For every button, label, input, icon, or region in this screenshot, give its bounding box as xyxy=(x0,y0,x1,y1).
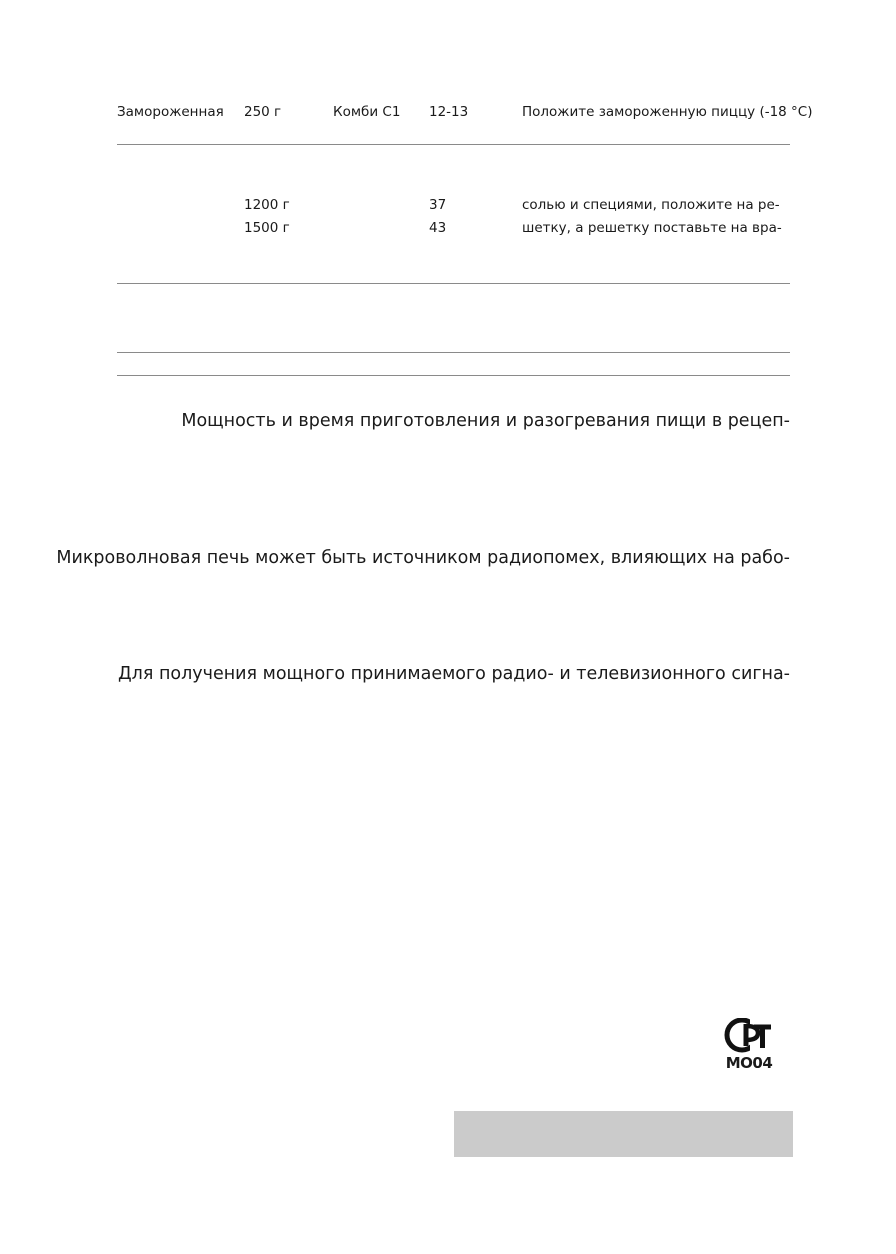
table-cell-time-b: 43 xyxy=(429,220,447,236)
table-cell-weight: 250 г xyxy=(244,104,282,120)
table-divider xyxy=(117,283,790,284)
paragraph-radio-interference: Микроволновая печь может быть источником радиопомех, влияющих на рабо- xyxy=(56,548,790,568)
footer-gray-box xyxy=(454,1111,793,1157)
table-cell-instruction: Положите замороженную пиццу (-18 °С) xyxy=(522,104,813,120)
rst-logo-icon xyxy=(724,1018,774,1054)
paragraph-recipe-power: Мощность и время приготовления и разогревания пищи в рецеп- xyxy=(181,411,790,431)
table-cell-weight-a: 1200 г xyxy=(244,197,290,213)
table-cell-mode: Комби С1 xyxy=(333,104,401,120)
table-cell-instruction-a: солью и специями, положите на ре- xyxy=(522,197,780,213)
table-cell-time: 12-13 xyxy=(429,104,469,120)
table-cell-weight-b: 1500 г xyxy=(244,220,290,236)
certification-code: МО04 xyxy=(725,1054,773,1072)
table-bottom-border xyxy=(117,375,790,376)
table-divider xyxy=(117,352,790,353)
paragraph-signal-reception: Для получения мощного принимаемого радио- и телевизионного сигна- xyxy=(118,664,790,684)
table-cell-instruction-b: шетку, а решетку поставьте на вра- xyxy=(522,220,782,236)
certification-mark xyxy=(724,1018,774,1074)
table-cell-product: Замороженная xyxy=(117,104,224,120)
table-cell-time-a: 37 xyxy=(429,197,447,213)
table-divider xyxy=(117,144,790,145)
